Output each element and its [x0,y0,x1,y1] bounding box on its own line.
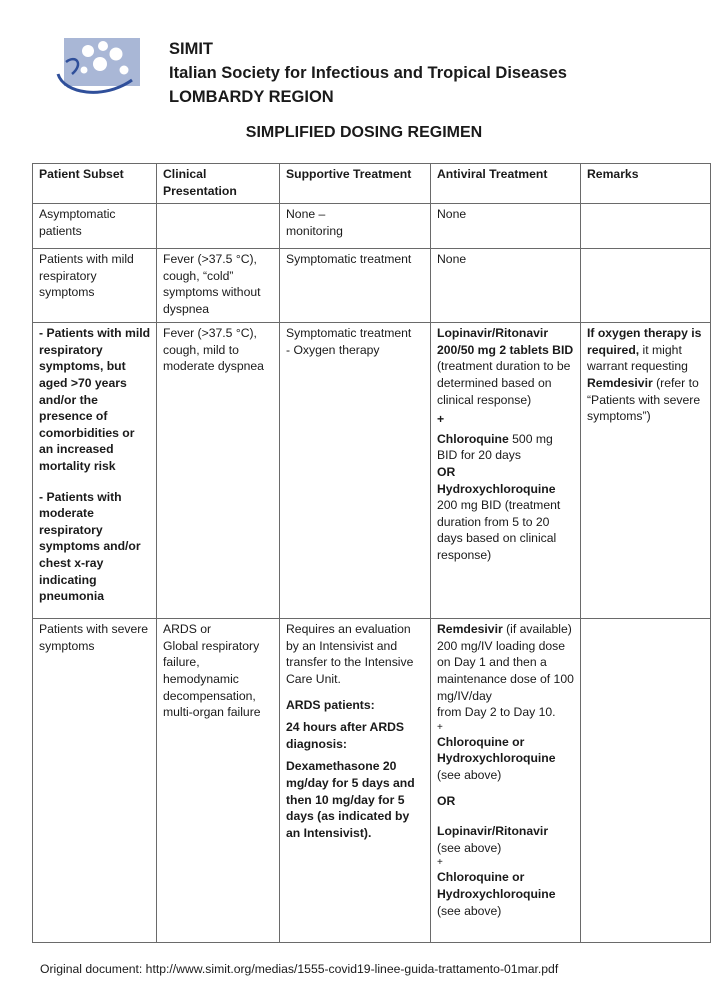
drug-name: Chloroquine or Hydroxychloroquine [437,734,556,766]
plus-sign: + [437,857,443,869]
subset-text: - Patients with moderate respiratory symptoms and/or chest x-ray indicating pneumonia [39,489,141,604]
drug-name: Lopinavir/Ritonavir 200/50 mg 2 tablets BID [437,326,574,357]
drug-name: Chloroquine [437,431,509,446]
drug-dose: 200 mg/IV loading dose on Day 1 and then a maintenance dose of 100 mg/IV/day [437,638,574,703]
or-label: OR [437,464,456,479]
antiviral-treatment-cell: None [431,204,581,249]
clinical-text: ARDS or [163,622,212,637]
drug-name: Remdesivir [437,622,503,637]
clinical-text: Global respiratory failure, hemodynamic decompensation, multi-organ failure [163,638,261,720]
antiviral-treatment-cell [431,323,581,619]
remarks-cell [581,249,711,323]
org-region: LOMBARDY REGION [169,88,334,106]
patient-subset-cell [33,323,157,619]
supportive-treatment-cell [280,619,431,943]
simit-logo [54,34,140,100]
document-title: SIMPLIFIED DOSING REGIMEN [245,124,483,141]
remarks-bold: If oxygen therapy is required, [587,326,702,357]
table-row-severe [33,619,711,943]
supportive-text: Requires an evaluation by an Intensivist and transfer to the Intensive Care Unit. [286,622,414,686]
clinical-presentation-cell [157,619,280,943]
subset-text: - Patients with mild respiratory symptoms, but aged >70 years and/or the presence of comorbidities or an increased mortality risk [39,326,151,473]
remarks-text: it might warrant requesting [587,342,688,374]
drug-note: (treatment duration to be determined based on clinical response) [437,359,571,407]
antiviral-treatment-cell: None [431,249,581,323]
remarks-bold: Remdesivir [587,375,653,390]
drug-name: Chloroquine or Hydroxychloroquine [437,870,556,901]
supportive-heading: 24 hours after ARDS diagnosis: [286,720,405,751]
dosing-regimen-table [32,163,711,943]
column-header: Antiviral Treatment [431,164,581,204]
supportive-text: - Oxygen therapy [286,342,380,357]
patient-subset-cell: Patients with severe symptoms [33,619,157,943]
supportive-dosing: Dexamethasone 20 mg/day for 5 days and then 10 mg/day for 5 days (as indicated by an Intensivist). [286,759,415,840]
column-header: Patient Subset [33,164,157,204]
supportive-heading: ARDS patients: [286,697,375,712]
clinical-presentation-cell: Fever (>37.5 °C), cough, “cold” symptoms without dyspnea [157,249,280,323]
column-header: Clinical Presentation [157,164,280,204]
drug-name: Lopinavir/Ritonavir [437,824,549,839]
drug-line [437,621,575,638]
patient-subset-cell: Patients with mild respiratory symptoms [33,249,157,323]
plus-sign: + [437,721,443,733]
clinical-presentation-cell [157,204,280,249]
table-row-mild [33,249,711,323]
drug-line [437,431,575,464]
remarks-cell [581,204,711,249]
drug-availability: (if available) [502,622,572,637]
column-header: Remarks [581,164,711,204]
drug-dose: 500 mg BID for 20 days [437,431,553,463]
or-label: OR [437,793,456,808]
antiviral-treatment-cell [431,619,581,943]
org-name: Italian Society for Infectious and Tropical Diseases [169,64,567,82]
plus-sign: + [437,412,445,427]
table-row-asymptomatic [33,204,711,249]
supportive-treatment-cell [280,204,431,249]
organization-header [169,37,567,109]
supportive-treatment-cell: Symptomatic treatment [280,249,431,323]
supportive-text: monitoring [286,223,343,238]
table-header-row [33,164,711,204]
see-above-text: (see above) [437,903,502,918]
remarks-cell [581,619,711,943]
see-above-text: (see above) [437,767,502,782]
drug-dose: 200 mg BID (treatment duration from 5 to 20 days based on clinical response) [437,498,561,562]
drug-dose: from Day 2 to Day 10. [437,705,556,720]
see-above-text: (see above) [437,840,502,855]
remarks-cell [581,323,711,619]
clinical-presentation-cell: Fever (>37.5 °C), cough, mild to moderate dyspnea [157,323,280,619]
patient-subset-cell: Asymptomatic patients [33,204,157,249]
supportive-text: None – [286,207,326,222]
table-row-moderate [33,323,711,619]
remarks-text: (refer to “Patients with severe symptoms”) [587,375,701,424]
source-footer: Original document: http://www.simit.org/medias/1555-covid19-linee-guida-trattamento-01mar.pdf [40,962,559,976]
supportive-treatment-cell [280,323,431,619]
column-header: Supportive Treatment [280,164,431,204]
supportive-text: Symptomatic treatment [286,326,412,341]
drug-name: Hydroxychloroquine [437,481,556,496]
org-acronym: SIMIT [169,40,213,58]
